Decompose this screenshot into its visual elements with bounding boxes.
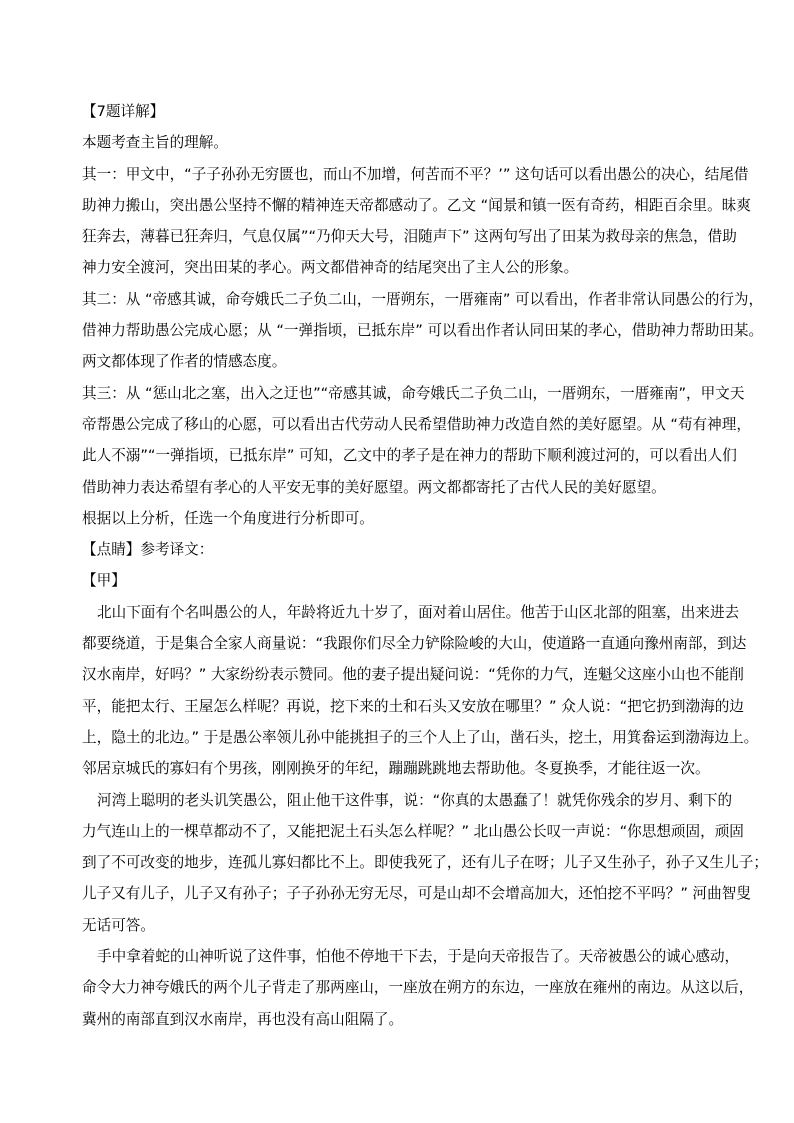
- text-line: 儿子又有儿子，儿子又有孙子；子子孙孙无穷无尽，可是山却不会增高加大，还怕挖不平吗？” 河曲智叟: [82, 885, 751, 903]
- text-line: 本题考查主旨的理解。: [82, 134, 228, 152]
- text-line: 借神力帮助愚公完成心愿；从 “一弹指顷，已抵东岸” 可以看出作者认同田某的孝心，借助神力帮助田某。: [82, 322, 764, 340]
- text-line: 手中拿着蛇的山神听说了这件事，怕他不停地干下去，于是向天帝报告了。天帝被愚公的诚心感动，: [97, 948, 740, 966]
- paragraph: [82, 941, 754, 1035]
- text-line: 两文都体现了作者的情感态度。: [82, 353, 287, 371]
- text-line: 其二：从 “帝感其诚，命夸娥氏二子负二山，一厝朔东，一厝雍南” 可以看出，作者非常认同愚公的行为，: [82, 290, 764, 308]
- text-line: 其一：甲文中，“子子孙孙无穷匮也，而山不加增，何苦而不平？’” 这句话可以看出愚公的决心，结尾借: [82, 165, 749, 183]
- text-line: 根据以上分析，任选一个角度进行分析即可。: [82, 509, 374, 527]
- text-line: 力气连山上的一棵草都动不了，又能把泥土石头怎么样呢？” 北山愚公长叹一声说：“你思想顽固，顽固: [82, 822, 744, 840]
- text-line: 命令大力神夸娥氏的两个儿子背走了那两座山，一座放在朔方的东边，一座放在雍州的南边。从这以后，: [82, 979, 754, 997]
- text-line: 借助神力表达希望有孝心的人平安无事的美好愿望。两文都都寄托了古代人民的美好愿望。: [82, 478, 666, 496]
- text-line: 【7题详解】: [82, 103, 165, 120]
- text-line: 【甲】: [82, 572, 126, 590]
- paragraph: [82, 284, 764, 378]
- text-line: 无话可答。: [82, 916, 155, 934]
- paragraph: [82, 96, 712, 127]
- paragraph: [82, 378, 751, 503]
- text-line: 神力安全渡河，突出田某的孝心。两文都借神奇的结尾突出了主人公的形象。: [82, 259, 579, 277]
- paragraph: [82, 159, 751, 284]
- text-line: 平，能把太行、王屋怎么样呢？再说，挖下来的土和石头又安放在哪里？” 众人说：“把它扔到渤海的边: [82, 697, 744, 715]
- text-line: 河湾上聪明的老头讥笑愚公，阻止他干这件事，说：“你真的太愚蠢了！就凭你残余的岁月、剩下的: [97, 791, 733, 809]
- text-line: 【点睛】参考译文：: [82, 541, 214, 559]
- text-line: 狂奔去，薄暮已狂奔归，气息仅属”“乃仰天大号，泪随声下” 这两句写出了田某为救母亲的焦急，借助: [82, 228, 737, 246]
- document-body: [82, 96, 768, 1035]
- text-line: 助神力搬山，突出愚公坚持不懈的精神连天帝都感动了。乙文 “闻景和镇一医有奇药，相距百余里。昧爽: [82, 196, 751, 214]
- paragraph: [82, 597, 759, 785]
- text-line: 其三：从 “惩山北之塞，出入之迂也”“帝感其诚，命夸娥氏二子负二山，一厝朔东，一厝雍南”，甲文天: [82, 384, 745, 402]
- paragraph: [82, 503, 712, 534]
- text-line: 上，隐土的北边。” 于是愚公率领儿孙中能挑担子的三个人上了山，凿石头，挖土，用箕畚运到渤海边上。: [82, 728, 759, 746]
- text-line: 邻居京城氏的寡妇有个男孩，刚刚换牙的年纪，蹦蹦跳跳地去帮助他。冬夏换季，才能往返一次。: [82, 760, 710, 778]
- text-line: 冀州的南部直到汉水南岸，再也没有高山阻隔了。: [82, 1010, 404, 1028]
- paragraph: [82, 127, 712, 158]
- paragraph: [82, 565, 712, 596]
- paragraph: [82, 785, 768, 941]
- text-line: 此人不溺”“一弹指顷，已抵东岸” 可知，乙文中的孝子是在神力的帮助下顺利渡过河的，可以看出人们: [82, 447, 737, 465]
- paragraph: [82, 534, 712, 565]
- text-line: 都要绕道，于是集合全家人商量说：“我跟你们尽全力铲除险峻的大山，使道路一直通向豫州南部，到达: [82, 635, 747, 653]
- text-line: 汉水南岸，好吗？” 大家纷纷表示赞同。他的妻子提出疑问说：“凭你的力气，连魁父这座小山也不能削: [82, 666, 744, 684]
- text-line: 到了不可改变的地步，连孤儿寡妇都比不上。即使我死了，还有儿子在呀；儿子又生孙子，孙子又生儿子；: [82, 854, 768, 872]
- text-line: 北山下面有个名叫愚公的人，年龄将近九十岁了，面对着山居住。他苦于山区北部的阻塞，出来进去: [97, 603, 740, 621]
- text-line: 帝帮愚公完成了移山的心愿，可以看出古代劳动人民希望借助神力改造自然的美好愿望。从 “苟有神理，: [82, 415, 751, 433]
